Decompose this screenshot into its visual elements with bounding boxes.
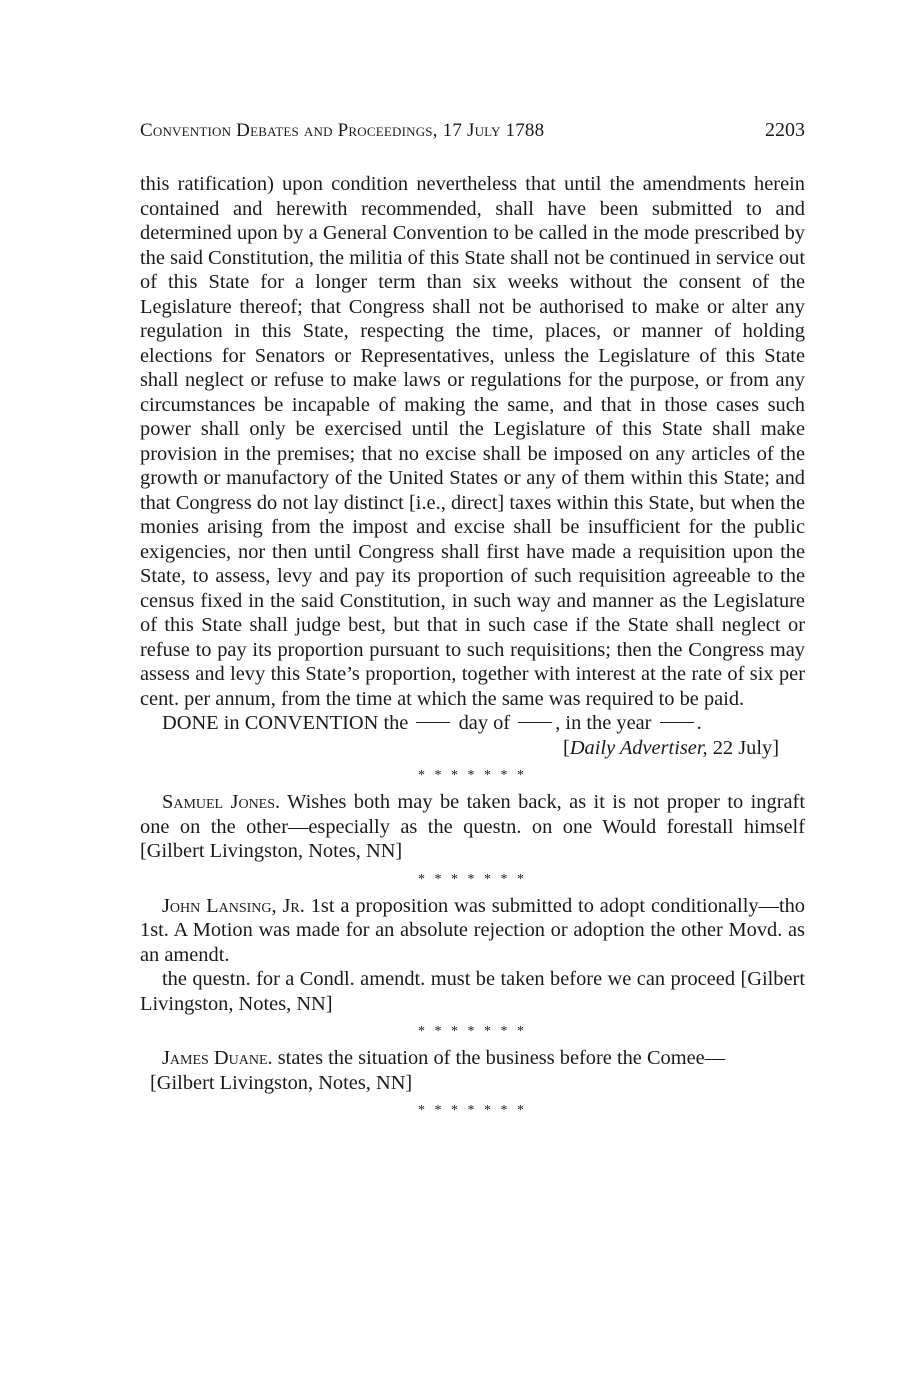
blank-line [518, 722, 552, 723]
citation-date: 22 July] [707, 736, 779, 759]
citation-bracket: [ [563, 736, 570, 759]
running-header [140, 119, 805, 142]
page-number: 2203 [765, 119, 805, 141]
speech-text: Wishes both may be taken back, as it is not proper to ingraft one on the other—especially as the questn. on one Would forestall himself [Gilbert Livingston, Notes, NN] [140, 791, 805, 862]
speech-james-duane [140, 1046, 805, 1071]
blank-line [416, 722, 450, 723]
section-separator: * * * * * * * [418, 871, 527, 887]
ratification-paragraph: this ratification) upon condition nevertheless that until the amendments herein contained and herewith recommended, shall have been submitted to and determined upon by a General Convention to be called in the mode prescribed by the said Constitution, the militia of this State shall not be continued in service out of this State for a longer term than six weeks without the consent of the Legislature thereof; that Congress shall not be authorised to make or alter any regulation in this State, respecting the time, places, or manner of holding elections for Senators or Representatives, unless the Legislature of this State shall neglect or refuse to make laws or regulations for the purpose, or from any circumstances be incapable of making the same, and that in those cases such power shall only be exercised until the Legislature of this State shall make provision in the premises; that no excise shall be imposed on any articles of the growth or manufactory of the United States or any of them within this State; and that Congress do not lay distinct [i.e., direct] taxes within this State, but when the monies arising from the impost and excise shall be insufficient for the public exigencies, nor then until Congress shall first have made a requisition upon the State, to assess, levy and pay its proportion of such requisition agreeable to the census fixed in the said Constitution, in such way and manner as the Legislature of this State shall judge best, but that in such case if the State shall neglect or refuse to pay its proportion pursuant to such requisitions; then the Congress may assess and levy this State’s proportion, together with interest at the rate of six per cent. per annum, from the time at which the same was required to be paid. [140, 173, 805, 710]
speaker-name: John Lansing, Jr. [162, 894, 305, 917]
section-separator: * * * * * * * [418, 1103, 527, 1118]
speech-continuation: [Gilbert Livingston, Notes, NN] [150, 1071, 413, 1094]
done-line [140, 711, 805, 736]
done-text-1: DONE in CONVENTION the [162, 712, 409, 734]
section-separator: * * * * * * * [418, 768, 527, 783]
blank-line [660, 722, 694, 723]
citation-title: Daily Advertiser, [569, 736, 708, 759]
section-separator: * * * * * * * [418, 1024, 527, 1039]
speech-text: 1st a proposition was submitted to adopt conditionally—tho 1st. A Motion was made for an absolute rejection or adoption the other Movd. as an amendt. [140, 894, 805, 966]
done-text-2: day of [458, 712, 511, 734]
running-title: Convention Debates and Proceedings, 17 July 1788 [140, 120, 545, 141]
done-text-4: . [696, 712, 702, 734]
speech-text: states the situation of the business before the Comee— [272, 1047, 726, 1069]
source-citation [140, 736, 805, 761]
speaker-name: Samuel Jones. [162, 791, 281, 813]
page-body [140, 172, 805, 1125]
speech-samuel-jones [140, 790, 805, 864]
done-text-3: , in the year [555, 712, 652, 734]
speaker-name: James Duane. [162, 1047, 273, 1069]
speech-continuation: the questn. for a Condl. amendt. must be taken before we can proceed [Gilbert Livingston, Notes, NN] [140, 968, 805, 1015]
speech-john-lansing [140, 894, 805, 968]
